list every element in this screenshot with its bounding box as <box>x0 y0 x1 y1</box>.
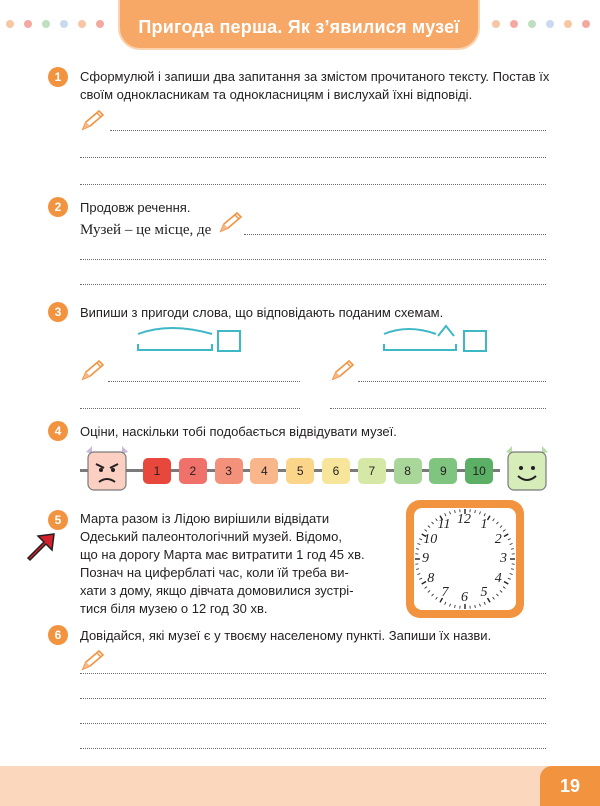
task-1-text-line2: своїм однокласникам та однокласницям і вислухай їхні відповіді. <box>80 87 473 102</box>
task-5-line-5: хати з дому, якщо дівчата домовилися зустрі- <box>80 583 354 598</box>
decoration-dot <box>78 20 86 28</box>
answer-line[interactable] <box>80 723 546 724</box>
clock-tick <box>445 513 446 516</box>
pencil-icon <box>80 108 106 132</box>
task-2-text: Продовж речення. <box>80 200 191 215</box>
decoration-dot <box>528 20 536 28</box>
page-title-tab <box>118 0 480 50</box>
rating-option-10[interactable]: 10 <box>465 458 493 484</box>
clock-number-6: 6 <box>461 590 468 605</box>
clock-tick <box>511 569 514 570</box>
clock-tick <box>417 544 420 545</box>
task-number-6: 6 <box>48 625 68 645</box>
clock-tick <box>475 605 476 608</box>
clock-tick <box>511 549 514 550</box>
task-3-text: Випиши з пригоди слова, що відповідають поданим схемам. <box>80 305 444 320</box>
clock-tick <box>488 516 491 520</box>
answer-line[interactable] <box>80 284 546 285</box>
decoration-dot <box>24 20 32 28</box>
clock-tick <box>504 534 508 537</box>
clock-tick <box>428 590 430 592</box>
clock-tick <box>510 574 513 575</box>
arrow-icon <box>24 530 58 562</box>
clock-tick <box>488 598 491 602</box>
pencil-icon <box>218 210 244 234</box>
rating-option-3[interactable]: 3 <box>215 458 243 484</box>
answer-line[interactable] <box>244 234 546 235</box>
rating-option-4[interactable]: 4 <box>250 458 278 484</box>
clock-tick <box>510 544 513 545</box>
task-5-line-1: Марта разом із Лідою вирішили відвідати <box>80 511 330 526</box>
word-scheme-1 <box>130 322 250 358</box>
decoration-dot <box>492 20 500 28</box>
clock-tick <box>503 530 505 532</box>
clock-tick <box>493 597 495 599</box>
answer-line[interactable] <box>80 408 300 409</box>
task-number-1: 1 <box>48 67 68 87</box>
decoration-dot <box>582 20 590 28</box>
clock-tick <box>450 511 451 514</box>
clock-number-4: 4 <box>494 570 502 586</box>
rating-option-6[interactable]: 6 <box>322 458 350 484</box>
word-scheme-2 <box>378 318 498 358</box>
task-number-4: 4 <box>48 421 68 441</box>
answer-line[interactable] <box>108 381 300 382</box>
clock-tick <box>455 605 456 608</box>
clock-number-2: 2 <box>494 531 502 547</box>
clock-tick <box>436 597 438 599</box>
answer-line[interactable] <box>80 157 546 158</box>
clock-tick <box>428 526 430 528</box>
task-6-text: Довідайся, які музеї є у твоєму населеному пункті. Запиши їх назви. <box>80 628 492 643</box>
sad-face-icon <box>80 444 134 494</box>
clock-tick <box>419 578 422 579</box>
clock-number-8: 8 <box>427 570 435 586</box>
clock-tick <box>484 602 485 605</box>
rating-option-1[interactable]: 1 <box>143 458 171 484</box>
clock-tick <box>504 582 508 585</box>
clock-number-5: 5 <box>480 584 488 600</box>
clock-tick <box>422 582 426 585</box>
pencil-icon <box>80 648 106 672</box>
task-number-2: 2 <box>48 197 68 217</box>
answer-line[interactable] <box>80 673 546 674</box>
task-5-line-3: що на дорогу Марта має витратити 1 год 45 хв. <box>80 547 365 562</box>
clock-tick <box>432 522 434 524</box>
task-number-3: 3 <box>48 302 68 322</box>
decoration-dot <box>60 20 68 28</box>
answer-line[interactable] <box>80 698 546 699</box>
clock-face[interactable] <box>406 500 524 618</box>
task-5-line-6: тися біля музею о 12 год 30 хв. <box>80 601 268 616</box>
decoration-dot <box>546 20 554 28</box>
clock-tick <box>493 519 495 521</box>
clock-tick <box>419 539 422 540</box>
clock-tick <box>508 578 511 579</box>
clock-tick <box>496 522 498 524</box>
clock-tick <box>416 549 419 550</box>
decoration-dot <box>510 20 518 28</box>
clock-number-1: 1 <box>480 517 488 533</box>
page-number: 19 <box>540 766 600 806</box>
clock-tick <box>503 587 505 589</box>
clock-number-11: 11 <box>437 517 451 533</box>
decoration-dot <box>42 20 50 28</box>
rating-option-9[interactable]: 9 <box>429 458 457 484</box>
clock-dial[interactable] <box>414 508 516 610</box>
clock-tick <box>496 594 498 596</box>
pencil-icon <box>330 358 356 382</box>
clock-number-3: 3 <box>500 551 507 566</box>
decoration-dot <box>564 20 572 28</box>
task-5-line-2: Одеський палеонтологічний музей. Відомо, <box>80 529 342 544</box>
pencil-icon <box>80 358 106 382</box>
happy-face-icon <box>500 444 554 494</box>
page-title: Пригода перша. Як з’явилися музеї <box>138 17 460 37</box>
answer-line[interactable] <box>358 381 546 382</box>
clock-tick <box>450 604 451 607</box>
clock-tick <box>500 590 502 592</box>
rating-option-2[interactable]: 2 <box>179 458 207 484</box>
clock-tick <box>480 604 481 607</box>
clock-tick <box>432 594 434 596</box>
decoration-dot <box>96 20 104 28</box>
clock-tick <box>445 602 446 605</box>
task-2-sentence-start: Музей – це місце, де <box>80 222 212 238</box>
answer-line[interactable] <box>110 130 546 131</box>
task-5-line-4: Познач на циферблаті час, коли їй треба ви- <box>80 565 349 580</box>
clock-tick <box>484 513 485 516</box>
clock-tick <box>416 569 419 570</box>
clock-tick <box>508 539 511 540</box>
task-1-text-line1: Сформулюй і запиши два запитання за змістом прочитаного тексту. Постав їх <box>80 69 550 84</box>
clock-tick <box>425 587 427 589</box>
answer-line[interactable] <box>80 748 546 749</box>
answer-line[interactable] <box>330 408 546 409</box>
decoration-dot <box>6 20 14 28</box>
rating-option-8[interactable]: 8 <box>394 458 422 484</box>
clock-tick <box>455 510 456 513</box>
answer-line[interactable] <box>80 259 546 260</box>
clock-tick <box>480 511 481 514</box>
rating-option-7[interactable]: 7 <box>358 458 386 484</box>
clock-number-7: 7 <box>441 584 449 600</box>
clock-number-12: 12 <box>457 512 471 527</box>
clock-number-9: 9 <box>422 551 429 566</box>
clock-number-10: 10 <box>423 531 438 547</box>
clock-tick <box>500 526 502 528</box>
task-4-text: Оціни, наскільки тобі подобається відвідувати музеї. <box>80 424 397 439</box>
clock-tick <box>475 510 476 513</box>
task-number-5: 5 <box>48 510 68 530</box>
footer-bar <box>0 766 600 806</box>
answer-line[interactable] <box>80 184 546 185</box>
rating-option-5[interactable]: 5 <box>286 458 314 484</box>
clock-tick <box>417 574 420 575</box>
